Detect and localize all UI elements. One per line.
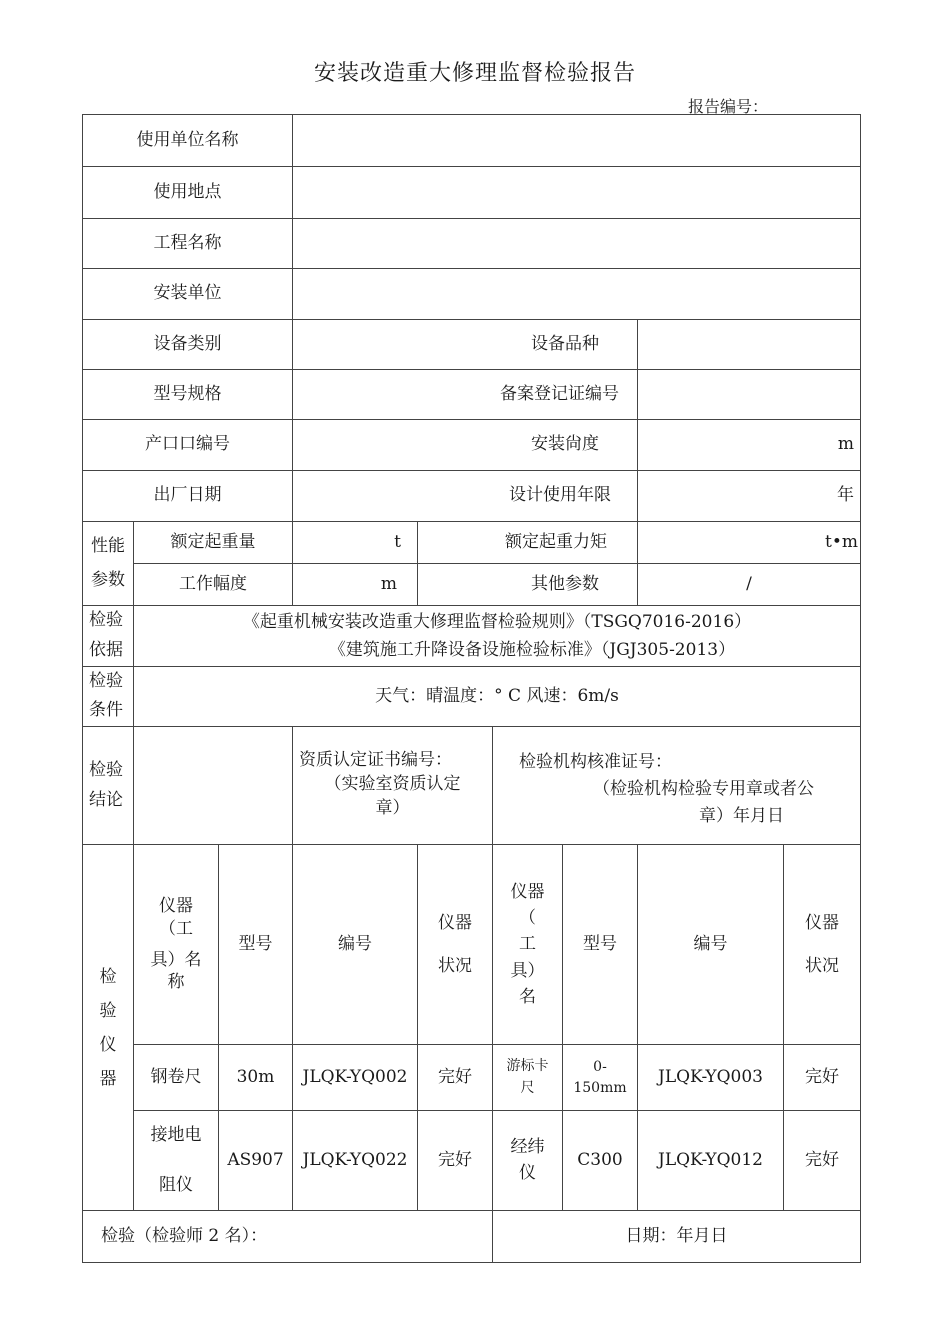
- header-text: 工: [519, 934, 536, 955]
- lab-cert-seal-line1: （实验室资质认定: [324, 773, 461, 794]
- row-rated-load: [83, 522, 861, 564]
- equip-category-label: 设备类别: [83, 320, 293, 370]
- install-unit-field[interactable]: [293, 269, 861, 320]
- org-cert-label: 检验机构核准证号：: [519, 752, 672, 772]
- header-text: （工: [159, 918, 193, 939]
- model-spec-label: 型号规格: [83, 370, 293, 420]
- install-height-label: 安装尙度: [293, 420, 638, 471]
- conclusion-label-line2: 结论: [89, 789, 123, 810]
- instruments-section-label: [83, 845, 134, 1211]
- instrument-model: 30m: [219, 1045, 293, 1111]
- header-text: 名: [519, 987, 536, 1008]
- conclusion-section-label: [83, 727, 134, 845]
- basis-line2: 《建筑施工升降设备设施检验标准》（JGJ305-2013）: [328, 639, 736, 660]
- header-left-name: [134, 845, 219, 1045]
- instrument-number: JLQK-YQ012: [638, 1111, 784, 1211]
- header-text: 仪器: [805, 913, 839, 933]
- instruments-label-char: 仪: [99, 1034, 117, 1055]
- basis-label-line1: 检验: [89, 610, 123, 630]
- performance-label-line2: 参数: [91, 569, 125, 590]
- performance-section-label: [83, 522, 134, 606]
- row-install-unit: [83, 269, 861, 320]
- header-text: 仪器: [510, 881, 545, 902]
- project-name-label: 工程名称: [83, 219, 293, 269]
- conclusion-label-line1: 检验: [89, 759, 123, 780]
- report-number-label: 报告编号：: [688, 97, 769, 116]
- header-text: 仪器: [438, 913, 472, 933]
- performance-label-line1: 性能: [91, 536, 125, 557]
- record-cert-field[interactable]: [638, 370, 861, 420]
- lab-cert-seal-line2: 章）: [375, 797, 410, 818]
- other-params-label: 其他参数: [418, 564, 638, 606]
- header-text: 具）名: [150, 949, 202, 970]
- table-row: [83, 1045, 861, 1111]
- row-instrument-header: [83, 845, 861, 1045]
- instrument-name-line: 接地电: [150, 1125, 202, 1146]
- record-cert-label: 备案登记证编号: [293, 370, 638, 420]
- table-row: [83, 1111, 861, 1211]
- instrument-number: JLQK-YQ003: [638, 1045, 784, 1111]
- install-height-unit[interactable]: m: [638, 420, 861, 471]
- instrument-status: 完好: [418, 1111, 493, 1211]
- conditions-label-line2: 条件: [89, 700, 123, 721]
- instrument-model: C300: [563, 1111, 638, 1211]
- header-right-number: 编号: [638, 845, 784, 1045]
- header-text: 称: [167, 972, 185, 993]
- instrument-model: AS907: [219, 1111, 293, 1211]
- other-params-value[interactable]: /: [638, 564, 861, 606]
- instrument-name: [493, 1111, 563, 1211]
- instrument-number: JLQK-YQ002: [293, 1045, 418, 1111]
- basis-section-label: [83, 606, 134, 667]
- factory-date-label: 出厂日期: [83, 471, 293, 522]
- header-text: 仪器: [159, 895, 193, 916]
- instrument-status: 完好: [784, 1111, 861, 1211]
- instruments-label-char: 器: [99, 1068, 117, 1089]
- conditions-label-line1: 检验: [89, 670, 123, 691]
- install-unit-label: 安装单位: [83, 269, 293, 320]
- row-product-no: [83, 420, 861, 471]
- basis-text: [134, 606, 861, 667]
- header-right-name: [493, 845, 563, 1045]
- org-seal-line1: （检验机构检验专用章或者公: [593, 779, 814, 800]
- row-user-unit: [83, 115, 861, 167]
- row-model-spec: [83, 370, 861, 420]
- instrument-model: 0-150mm: [563, 1045, 638, 1111]
- conditions-section-label: [83, 666, 134, 727]
- instrument-name: [134, 1111, 219, 1211]
- design-life-unit[interactable]: 年: [638, 471, 861, 522]
- instrument-name-line: 游标卡: [506, 1057, 549, 1074]
- row-conditions: [83, 666, 861, 727]
- instrument-name-line: 仪: [519, 1162, 536, 1183]
- instrument-name-line: 经纬: [510, 1137, 545, 1157]
- lab-cert-label: 资质认定证书编号：: [299, 750, 452, 770]
- instrument-status: 完好: [784, 1045, 861, 1111]
- use-location-field[interactable]: [293, 167, 861, 219]
- header-left-status: [418, 845, 493, 1045]
- working-range-unit[interactable]: m: [293, 564, 418, 606]
- lab-cert-cell: [293, 727, 493, 845]
- inspector-signature-field[interactable]: 检验（检验师 2 名）：: [83, 1211, 493, 1263]
- equip-variety-field[interactable]: [638, 320, 861, 370]
- instrument-name-line: 阻仪: [159, 1174, 193, 1195]
- header-right-model: 型号: [563, 845, 638, 1045]
- user-unit-field[interactable]: [293, 115, 861, 167]
- instrument-name: 钢卷尺: [134, 1045, 219, 1111]
- header-text: 状况: [805, 955, 839, 976]
- use-location-label: 使用地点: [83, 167, 293, 219]
- org-cert-cell: [493, 727, 861, 845]
- rated-load-label: 额定起重量: [134, 522, 293, 564]
- header-left-number: 编号: [293, 845, 418, 1045]
- rated-moment-unit[interactable]: t•m: [638, 522, 861, 564]
- header-right-status: [784, 845, 861, 1045]
- row-factory-date: [83, 471, 861, 522]
- conclusion-result-field[interactable]: [134, 727, 293, 845]
- row-basis: [83, 606, 861, 667]
- row-equip-category: [83, 320, 861, 370]
- report-title: 安装改造重大修理监督检验报告: [313, 61, 636, 86]
- report-form: [82, 114, 861, 1263]
- date-field[interactable]: 日期：年月日: [493, 1211, 861, 1263]
- instrument-status: 完好: [418, 1045, 493, 1111]
- row-footer: [83, 1211, 861, 1263]
- basis-line1: 《起重机械安装改造重大修理监督检验规则》（TSGQ7016-2016）: [242, 611, 752, 632]
- header-left-model: 型号: [219, 845, 293, 1045]
- header-text: 具）: [510, 960, 545, 981]
- product-no-label: 产口口编号: [83, 420, 293, 471]
- project-name-field[interactable]: [293, 219, 861, 269]
- basis-label-line2: 依据: [89, 639, 123, 660]
- working-range-label: 工作幅度: [134, 564, 293, 606]
- design-life-label: 设计使用年限: [293, 471, 638, 522]
- instrument-name: [493, 1045, 563, 1111]
- instrument-number: JLQK-YQ022: [293, 1111, 418, 1211]
- rated-moment-label: 额定起重力矩: [418, 522, 638, 564]
- instruments-label-char: 检: [99, 966, 117, 987]
- header-text: 状况: [438, 955, 472, 976]
- rated-load-unit[interactable]: t: [293, 522, 418, 564]
- row-working-range: [83, 564, 861, 606]
- row-use-location: [83, 167, 861, 219]
- user-unit-label: 使用单位名称: [83, 115, 293, 167]
- conditions-text[interactable]: 天气：晴温度：° C 风速：6m/s: [134, 666, 861, 727]
- row-project-name: [83, 219, 861, 269]
- header-text: （: [519, 907, 536, 928]
- row-conclusion: [83, 727, 861, 845]
- instrument-name-line: 尺: [520, 1079, 535, 1096]
- org-seal-line2: 章）年月日: [699, 806, 784, 827]
- instruments-label-char: 验: [99, 1000, 117, 1021]
- equip-variety-label: 设备品种: [293, 320, 638, 370]
